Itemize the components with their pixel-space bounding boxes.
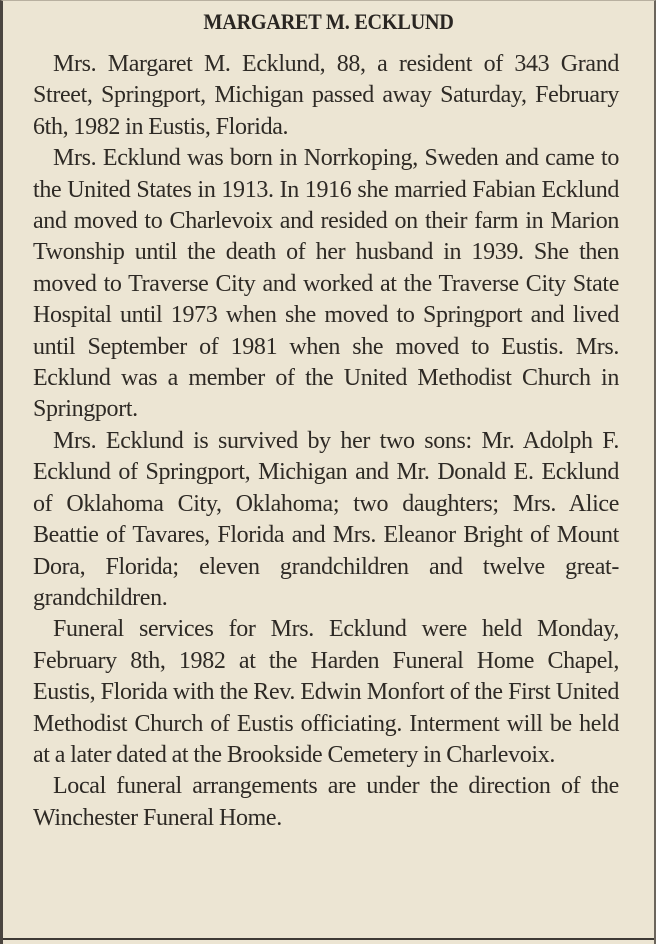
bottom-rule <box>3 938 654 940</box>
article-body <box>33 49 619 834</box>
paragraph-death-notice: Mrs. Margaret M. Ecklund, 88, a resident of 343 Grand Street, Springport, Michigan passed away Saturday, February 6th, 1982 in Eustis, Florida. <box>33 51 619 140</box>
headline: MARGARET M. ECKLUND <box>203 9 454 34</box>
paragraph-biography: Mrs. Ecklund was born in Norrkoping, Sweden and came to the United States in 1913. In 1916 she married Fabian Ecklund and moved to Charlevoix and resided on their farm in Marion Twonship until the death of her husband in 1939. She then moved to Traverse City and worked at the Traverse City State Hospital until 1973 when she moved to Springport and lived until September of 1981 when she moved to Eustis. Mrs. Ecklund was a member of the United Methodist Church in Springport. <box>33 145 619 423</box>
paragraph-arrangements: Local funeral arrangements are under the direction of the Winchester Funeral Home. <box>33 773 619 831</box>
paragraph-funeral-services: Funeral services for Mrs. Ecklund were held Monday, February 8th, 1982 at the Harden Funeral Home Chapel, Eustis, Florida with the Rev. Edwin Monfort of the First United Methodist Church of Eustis officiating. Interment will be held at a later dated at the Brookside Cemetery in Charlevoix. <box>33 616 619 768</box>
paragraph-survivors: Mrs. Ecklund is survived by her two sons: Mr. Adolph F. Ecklund of Springport, Michigan and Mr. Donald E. Ecklund of Oklahoma City, Oklahoma; two daughters; Mrs. Alice Beattie of Tavares, Florida and Mrs. Eleanor Bright of Mount Dora, Florida; eleven grandchildren and twelve great-grandchildren. <box>33 427 619 611</box>
